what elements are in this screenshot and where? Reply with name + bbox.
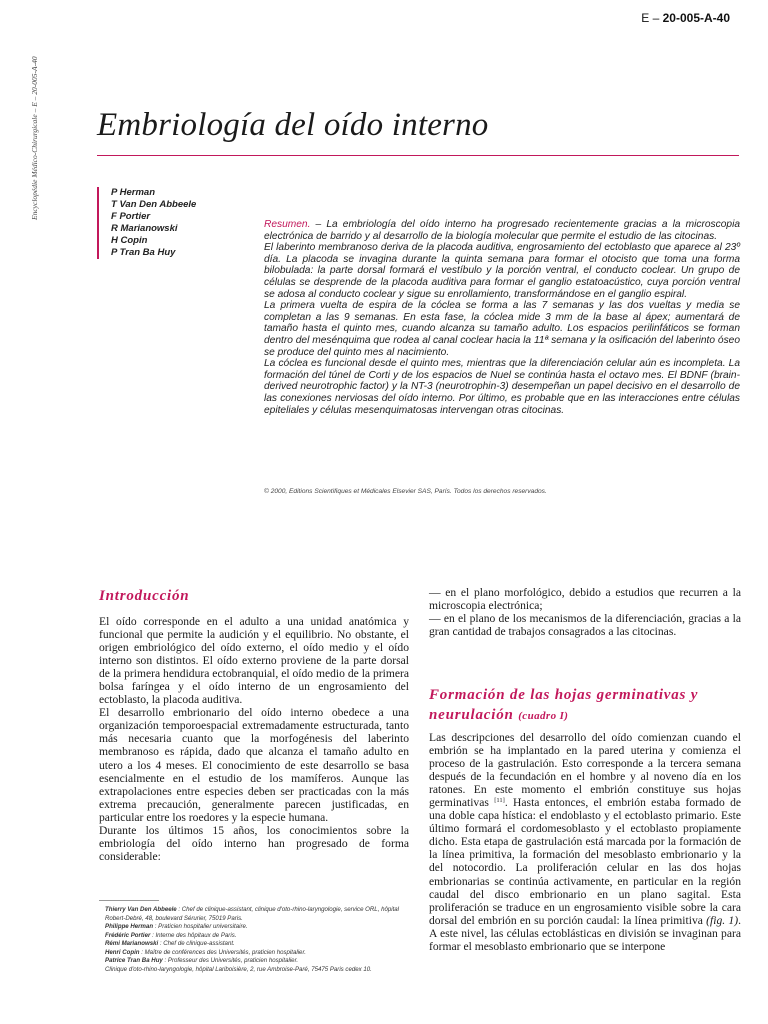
- footnote-divider: [99, 900, 159, 901]
- body-text: Las descripciones del desarrollo del oído comienzan cuando el embrión se ha implantado en la pared uterina y comienza el proceso de la gastrulación. Esto corresponde a la tercera semana después de la fecundación en el hombre y al noveno día en los ratones. En este momento el embrión constituye sus hojas germinativas: [429, 731, 741, 810]
- figure-reference: (fig. 1): [706, 913, 739, 927]
- side-journal-code: Encyclopédie Médico-Chirurgicale – E – 20-005-A-40: [30, 56, 39, 220]
- affiliation-text: Clinique d'oto-rhino-laryngologie, hôpital Lariboisière, 2, rue Ambroise-Paré, 75475 Paris cedex 10.: [105, 965, 372, 973]
- affiliation-line: [105, 940, 415, 949]
- body-paragraph: Durante los últimos 15 años, los conocimientos sobre la embriología del oído interno han progresado de forma considerable:: [99, 823, 409, 863]
- affiliation-text: : Professeur des Universités, praticien hospitalier.: [162, 957, 299, 964]
- author-name: P Herman: [111, 187, 155, 198]
- author-name: F Portier: [111, 211, 151, 222]
- author-name: H Copin: [111, 235, 148, 246]
- introduction-heading: Introducción: [99, 588, 190, 604]
- body-paragraph: El desarrollo embrionario del oído interno obedece a una organización temporoespacial extremadamente estructurada, tanto más necesaria cuanto que la morfogénesis del laberinto membranoso es rápida, dado que alcanza el tamaño adulto en utero a los 4 meses. El conocimiento de este desarrollo se basa esencialmente en el estudio de los mamíferos. Aunque las extrapolaciones entre especies deben ser practicadas con la más extrema precaución, generalmente parecen justificadas, en particular entre los roedores y la especie humana.: [99, 706, 409, 824]
- box-reference: (cuadro I): [518, 710, 569, 722]
- citation-reference: [11]: [494, 797, 505, 805]
- article-title: Embriología del oído interno: [97, 107, 489, 143]
- affiliation-name: Henri Copin: [105, 948, 140, 956]
- section-heading-germ-layers: [429, 685, 749, 726]
- abstract-paragraph: El laberinto membranoso deriva de la placoda auditiva, engrosamiento del ectoblasto que aparece al 23º día. La placoda se invagina durante la quinta semana para formar el otocisto que toma una forma bilobulada: la parte dorsal formará el vestíbulo y la porción ventral, el conducto coclear. Un grupo de células se desprende de la placoda auditiva para formar el ganglio estatoacústico, cuya porción ventral se adosa al conducto coclear y sigue su enrollamiento, transformándose en el ganglio espiral.: [264, 242, 740, 300]
- reference-code: [641, 11, 730, 25]
- body-text: . A este nivel, las células ectoblásticas en división se invaginan para formar el mesoblasto embrionario que se interpone: [429, 913, 741, 953]
- affiliation-line: [105, 932, 415, 941]
- list-item: — en el plano de los mecanismos de la diferenciación, gracias a la gran cantidad de trabajos consagrados a las citocinas.: [429, 612, 741, 639]
- abstract-paragraph: La primera vuelta de espira de la cóclea se forma a las 7 semanas y las dos vueltas y media se completan a las 9 semanas. En esta fase, la cóclea mide 3 mm de la base al ápex; aumentará de tamaño hasta el quinto mes, cuando alcanza su tamaño adulto. Los espacios perilinfáticos se forman dentro del mesénquima que rodea al canal coclear hacia la 11ª semana y la osificación del laberinto óseo se produce del quinto mes al nacimiento.: [264, 300, 740, 358]
- affiliation-line: [105, 966, 415, 975]
- affiliation-line: [105, 906, 415, 923]
- author-name: R Marianowski: [111, 223, 178, 234]
- title-divider: [97, 155, 739, 156]
- affiliation-line: [105, 949, 415, 958]
- list-item: — en el plano morfológico, debido a estudios que recurren a la microscopia electrónica;: [429, 586, 741, 613]
- affiliation-line: [105, 923, 415, 932]
- abstract-paragraph: La cóclea es funcional desde el quinto mes, mientras que la diferenciación celular aún es incompleta. La formación del túnel de Corti y de los espacios de Nuel se continúa hasta el octavo mes. El BDNF (brain-derived neurotrophic factor) y la NT-3 (neurotrophin-3) desempeñan un papel decisivo en el desarrollo de las conexiones nerviosas del oído interno. Por último, es probable que en las interacciones entre células epiteliales y células mesenquimatosas intervengan otras citocinas.: [264, 358, 740, 416]
- abstract: [264, 219, 740, 416]
- section-germ-layers-body: [429, 731, 741, 1018]
- affiliation-name: Patrice Tran Ba Huy: [105, 957, 163, 964]
- author-name: T Van Den Abbeele: [111, 199, 197, 210]
- author-name: P Tran Ba Huy: [111, 247, 176, 258]
- affiliation-text: : Chef de clinique-assistant, clinique d'oto-rhino-laryngologie, service ORL, hôpital Robert-Debré, 48, boulevard Sérurier, 75019 Paris.: [105, 906, 400, 922]
- affiliation-name: Frédéric Portier: [105, 931, 151, 939]
- body-paragraph: El oído corresponde en el adulto a una unidad anatómica y funcional que permite la audición y el equilibrio. No obstante, el origen embriológico del oído externo, el oído medio y el oído interno son distintos. El oído externo proviene de la parte dorsal de la primera hendidura ectobranquial, el oído medio de la primera bolsa faríngea y el oído interno de un engrosamiento del ectoblasto, la placoda auditiva.: [99, 615, 410, 707]
- affiliation-name: Rémi Marianowski: [105, 940, 159, 947]
- abstract-label: Resumen.: [264, 219, 311, 230]
- abstract-paragraph: [264, 219, 740, 242]
- body-paragraph: [429, 731, 741, 953]
- affiliation-text: : Praticien hospitalier universitaire.: [153, 923, 248, 930]
- abstract-text: – La embriología del oído interno ha progresado recientemente gracias a la microscopia electrónica de barrido y al desarrollo de la biología molecular que permite el estudio de las citocinas.: [264, 219, 740, 242]
- affiliation-text: : Chef de clinique-assistant.: [158, 940, 235, 947]
- reference-prefix: E –: [641, 11, 663, 25]
- introduction-list: [429, 586, 741, 638]
- body-text: . Hasta entonces, el embrión estaba formado de una doble capa hística: el endoblasto y el ectoblasto primario. Este último formará el cordomesoblasto y el ectoblasto propiamente dicho. Esta etapa de gastrulación está marcada por la formación de la línea primitiva, la formación del mesoblasto embrionario y la del notocordio. La proliferación celular en las dos hojas embrionarias se continúa activamente, en particular en la región caudal del disco embrionario en un plano sagital. Esta proliferación se traduce en un engrosamiento visible sobre la cara dorsal del embrión en su porción caudal: la línea primitiva: [429, 796, 741, 927]
- affiliation-text: : Interne des hôpitaux de Paris.: [150, 931, 237, 939]
- authors-accent-bar: [97, 187, 99, 259]
- affiliation-line: [105, 957, 415, 966]
- author-list: [111, 187, 196, 259]
- author-affiliations: [105, 906, 415, 974]
- copyright-notice: © 2000, Editions Scientifiques et Médicales Elsevier SAS, París. Todos los derechos reservados.: [264, 488, 547, 495]
- introduction-body: [99, 615, 409, 863]
- affiliation-name: Philippe Herman: [105, 923, 154, 930]
- reference-number: 20-005-A-40: [662, 11, 730, 25]
- affiliation-name: Thierry Van Den Abbeele: [105, 906, 177, 913]
- section-heading-text: Formación de las hojas germinativas y neurulación: [429, 687, 699, 723]
- affiliation-text: : Maître de conférences des Universités, praticien hospitalier.: [139, 948, 306, 956]
